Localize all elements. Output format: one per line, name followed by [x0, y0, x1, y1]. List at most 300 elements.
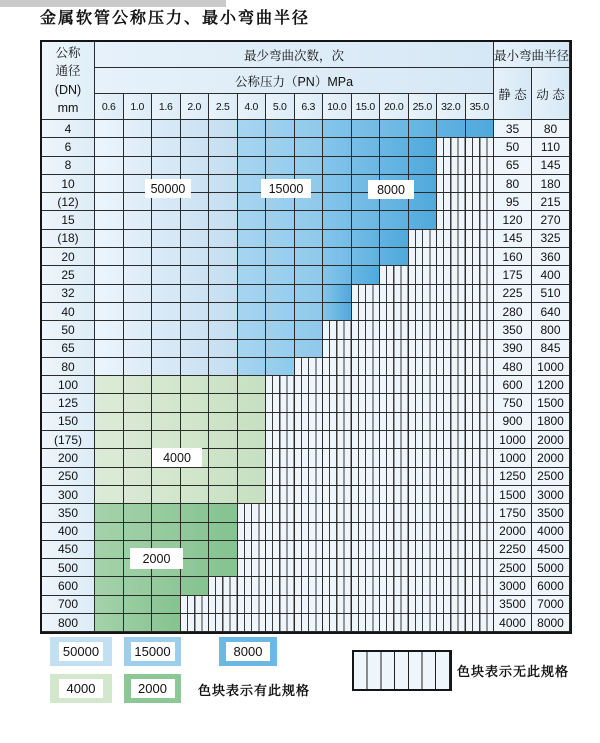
dn-cell: (175)	[42, 431, 95, 449]
no-spec-cell	[352, 468, 381, 486]
no-spec-cell	[380, 468, 409, 486]
spec-cell	[152, 486, 181, 504]
legend-swatch-2000	[124, 674, 181, 703]
pressure-header: 公称压力（PN）MPa	[95, 68, 494, 94]
no-spec-cell	[466, 614, 495, 632]
no-spec-cell	[323, 614, 352, 632]
static-cell: 2250	[494, 541, 532, 559]
spec-cell	[124, 340, 153, 358]
spec-cell	[295, 303, 324, 321]
spec-cell	[181, 559, 210, 577]
no-spec-cell	[437, 321, 466, 339]
no-spec-cell	[323, 340, 352, 358]
spec-cell	[181, 230, 210, 248]
no-spec-cell	[437, 431, 466, 449]
no-spec-cell	[437, 614, 466, 632]
spec-cell	[181, 120, 210, 138]
spec-cell	[95, 486, 124, 504]
spec-cell	[323, 120, 352, 138]
zone-label-8000: 8000	[368, 180, 414, 199]
no-spec-cell	[352, 413, 381, 431]
dn-cell: 40	[42, 303, 95, 321]
dn-cell: (18)	[42, 230, 95, 248]
spec-cell	[295, 340, 324, 358]
dynamic-cell: 110	[532, 138, 570, 156]
spec-cell	[95, 614, 124, 632]
no-spec-cell	[409, 596, 438, 614]
no-spec-cell	[295, 596, 324, 614]
dn-header-line: mm	[57, 101, 79, 115]
no-spec-cell	[437, 394, 466, 412]
no-spec-cell	[380, 303, 409, 321]
dn-cell: 50	[42, 321, 95, 339]
dn-cell: 450	[42, 541, 95, 559]
no-spec-cell	[352, 559, 381, 577]
spec-cell	[181, 285, 210, 303]
no-spec-cell	[295, 504, 324, 522]
no-spec-cell	[352, 486, 381, 504]
no-spec-cell	[437, 449, 466, 467]
spec-cell	[238, 303, 267, 321]
no-spec-cell	[295, 577, 324, 595]
spec-cell	[95, 120, 124, 138]
spec-cell	[238, 211, 267, 229]
spec-cell	[238, 120, 267, 138]
dn-cell: 800	[42, 614, 95, 632]
no-spec-cell	[181, 614, 210, 632]
no-spec-cell	[409, 285, 438, 303]
spec-cell	[380, 120, 409, 138]
spec-cell	[295, 230, 324, 248]
spec-cell	[152, 321, 181, 339]
spec-cell	[238, 248, 267, 266]
no-spec-cell	[209, 596, 238, 614]
pressure-col-header: 25.0	[409, 94, 438, 120]
spec-cell	[152, 504, 181, 522]
legend-hatch-swatch	[352, 650, 452, 691]
page-title: 金属软管公称压力、最小弯曲半径	[40, 10, 311, 27]
spec-cell	[209, 157, 238, 175]
spec-cell	[209, 358, 238, 376]
no-spec-cell	[323, 376, 352, 394]
static-cell: 95	[494, 193, 532, 211]
spec-cell	[295, 266, 324, 284]
dn-cell: 15	[42, 211, 95, 229]
no-spec-cell	[266, 596, 295, 614]
static-cell: 350	[494, 321, 532, 339]
spec-cell	[152, 248, 181, 266]
dynamic-cell: 8000	[532, 614, 570, 632]
spec-cell	[409, 138, 438, 156]
static-cell: 280	[494, 303, 532, 321]
no-spec-cell	[323, 486, 352, 504]
no-spec-cell	[266, 614, 295, 632]
bend-cycles-header: 最少弯曲次数，次	[95, 42, 494, 68]
no-spec-cell	[352, 285, 381, 303]
no-spec-cell	[266, 523, 295, 541]
no-spec-cell	[295, 468, 324, 486]
static-cell: 1000	[494, 449, 532, 467]
no-spec-cell	[437, 230, 466, 248]
dynamic-cell: 800	[532, 321, 570, 339]
dn-cell: 200	[42, 449, 95, 467]
no-spec-cell	[266, 541, 295, 559]
no-spec-cell	[409, 523, 438, 541]
no-spec-cell	[466, 413, 495, 431]
spec-cell	[266, 248, 295, 266]
legend-swatch-8000	[219, 637, 277, 666]
zone-label-2000: 2000	[130, 548, 183, 569]
legend-swatch-label: 8000	[226, 642, 270, 661]
no-spec-cell	[466, 193, 495, 211]
no-spec-cell	[295, 376, 324, 394]
no-spec-cell	[466, 449, 495, 467]
pressure-col-header: 1.0	[124, 94, 153, 120]
spec-cell	[466, 120, 495, 138]
no-spec-cell	[466, 248, 495, 266]
spec-cell	[181, 211, 210, 229]
no-spec-cell	[295, 358, 324, 376]
dynamic-cell: 360	[532, 248, 570, 266]
spec-cell	[295, 321, 324, 339]
spec-cell	[323, 193, 352, 211]
spec-cell	[124, 596, 153, 614]
spec-cell	[95, 175, 124, 193]
pressure-col-header: 0.6	[95, 94, 124, 120]
spec-cell	[295, 211, 324, 229]
no-spec-cell	[409, 468, 438, 486]
no-spec-cell	[380, 376, 409, 394]
spec-cell	[266, 303, 295, 321]
spec-cell	[266, 358, 295, 376]
no-spec-cell	[466, 285, 495, 303]
spec-cell	[124, 614, 153, 632]
spec-cell	[95, 358, 124, 376]
spec-cell	[238, 358, 267, 376]
spec-cell	[124, 138, 153, 156]
no-spec-cell	[466, 577, 495, 595]
no-spec-cell	[437, 541, 466, 559]
no-spec-cell	[352, 394, 381, 412]
spec-cell	[95, 504, 124, 522]
spec-cell	[124, 413, 153, 431]
no-spec-cell	[352, 596, 381, 614]
spec-cell	[266, 230, 295, 248]
no-spec-cell	[323, 523, 352, 541]
no-spec-cell	[323, 596, 352, 614]
spec-cell	[209, 340, 238, 358]
dn-cell: (12)	[42, 193, 95, 211]
spec-cell	[238, 321, 267, 339]
spec-cell	[95, 596, 124, 614]
spec-cell	[209, 138, 238, 156]
no-spec-cell	[437, 175, 466, 193]
spec-cell	[95, 523, 124, 541]
spec-cell	[209, 449, 238, 467]
dn-header-line: 公称	[55, 45, 81, 60]
dn-cell: 65	[42, 340, 95, 358]
no-spec-cell	[409, 230, 438, 248]
no-spec-cell	[266, 431, 295, 449]
pressure-col-header: 6.3	[295, 94, 324, 120]
spec-cell	[124, 449, 153, 467]
no-spec-cell	[437, 266, 466, 284]
no-spec-cell	[380, 504, 409, 522]
dn-cell: 6	[42, 138, 95, 156]
no-spec-cell	[323, 541, 352, 559]
spec-cell	[380, 138, 409, 156]
spec-cell	[352, 211, 381, 229]
spec-cell	[266, 266, 295, 284]
no-spec-cell	[209, 577, 238, 595]
no-spec-cell	[352, 541, 381, 559]
spec-cell	[152, 340, 181, 358]
spec-cell	[181, 376, 210, 394]
spec-cell	[181, 321, 210, 339]
spec-cell	[124, 248, 153, 266]
spec-cell	[152, 468, 181, 486]
spec-cell	[209, 431, 238, 449]
spec-cell	[209, 120, 238, 138]
spec-cell	[152, 138, 181, 156]
spec-cell	[209, 559, 238, 577]
spec-cell	[152, 431, 181, 449]
no-spec-cell	[295, 413, 324, 431]
spec-cell	[124, 266, 153, 284]
dn-cell: 300	[42, 486, 95, 504]
no-spec-cell	[380, 394, 409, 412]
no-spec-cell	[295, 431, 324, 449]
no-spec-cell	[409, 559, 438, 577]
spec-cell	[352, 138, 381, 156]
no-spec-cell	[437, 340, 466, 358]
dynamic-cell: 180	[532, 175, 570, 193]
spec-cell	[124, 303, 153, 321]
no-spec-cell	[323, 321, 352, 339]
dynamic-cell: 4000	[532, 523, 570, 541]
spec-cell	[95, 138, 124, 156]
dynamic-cell: 80	[532, 120, 570, 138]
no-spec-cell	[437, 504, 466, 522]
legend-no-spec-note: 色块表示无此规格	[457, 664, 570, 679]
spec-cell	[209, 486, 238, 504]
dn-cell: 25	[42, 266, 95, 284]
spec-cell	[95, 413, 124, 431]
no-spec-cell	[409, 266, 438, 284]
spec-cell	[152, 413, 181, 431]
dn-cell: 10	[42, 175, 95, 193]
no-spec-cell	[437, 486, 466, 504]
no-spec-cell	[266, 376, 295, 394]
no-spec-cell	[466, 394, 495, 412]
spec-cell	[209, 376, 238, 394]
dynamic-cell: 1000	[532, 358, 570, 376]
spec-cell	[124, 523, 153, 541]
no-spec-cell	[380, 577, 409, 595]
spec-cell	[209, 394, 238, 412]
no-spec-cell	[466, 266, 495, 284]
spec-cell	[323, 285, 352, 303]
dynamic-cell: 7000	[532, 596, 570, 614]
spec-cell	[323, 211, 352, 229]
dynamic-cell: 640	[532, 303, 570, 321]
no-spec-cell	[380, 523, 409, 541]
spec-cell	[124, 577, 153, 595]
no-spec-cell	[295, 559, 324, 577]
no-spec-cell	[409, 248, 438, 266]
spec-cell	[380, 157, 409, 175]
no-spec-cell	[380, 321, 409, 339]
spec-cell	[209, 248, 238, 266]
spec-cell	[209, 321, 238, 339]
zone-label-50000: 50000	[145, 179, 191, 198]
dynamic-cell: 270	[532, 211, 570, 229]
spec-cell	[152, 230, 181, 248]
no-spec-cell	[266, 504, 295, 522]
no-spec-cell	[466, 211, 495, 229]
spec-cell	[95, 468, 124, 486]
spec-cell	[152, 523, 181, 541]
no-spec-cell	[437, 376, 466, 394]
dn-cell: 125	[42, 394, 95, 412]
dynamic-cell: 3500	[532, 504, 570, 522]
dn-header-line: (DN)	[54, 82, 82, 97]
no-spec-cell	[238, 541, 267, 559]
spec-cell	[209, 303, 238, 321]
legend-swatch-label: 50000	[59, 642, 103, 661]
spec-cell	[238, 230, 267, 248]
dn-cell: 350	[42, 504, 95, 522]
spec-cell	[238, 449, 267, 467]
no-spec-cell	[323, 577, 352, 595]
spec-cell	[238, 138, 267, 156]
no-spec-cell	[409, 413, 438, 431]
no-spec-cell	[409, 614, 438, 632]
no-spec-cell	[323, 358, 352, 376]
dynamic-cell: 2500	[532, 468, 570, 486]
spec-cell	[380, 248, 409, 266]
spec-cell	[181, 340, 210, 358]
spec-cell	[95, 266, 124, 284]
no-spec-cell	[352, 449, 381, 467]
spec-cell	[181, 486, 210, 504]
dn-cell: 20	[42, 248, 95, 266]
spec-cell	[295, 120, 324, 138]
no-spec-cell	[295, 614, 324, 632]
spec-cell	[181, 431, 210, 449]
no-spec-cell	[409, 449, 438, 467]
static-cell: 1500	[494, 486, 532, 504]
spec-cell	[95, 211, 124, 229]
no-spec-cell	[323, 559, 352, 577]
dn-cell: 400	[42, 523, 95, 541]
static-cell: 35	[494, 120, 532, 138]
spec-cell	[209, 230, 238, 248]
spec-cell	[380, 230, 409, 248]
no-spec-cell	[323, 431, 352, 449]
no-spec-cell	[409, 358, 438, 376]
no-spec-cell	[466, 230, 495, 248]
dynamic-cell: 845	[532, 340, 570, 358]
spec-cell	[181, 157, 210, 175]
no-spec-cell	[266, 559, 295, 577]
no-spec-cell	[466, 523, 495, 541]
spec-cell	[352, 248, 381, 266]
pressure-col-header: 10.0	[323, 94, 352, 120]
dynamic-cell: 5000	[532, 559, 570, 577]
dn-cell: 80	[42, 358, 95, 376]
no-spec-cell	[380, 358, 409, 376]
static-cell: 160	[494, 248, 532, 266]
spec-cell	[152, 157, 181, 175]
no-spec-cell	[238, 504, 267, 522]
dynamic-cell: 145	[532, 157, 570, 175]
no-spec-cell	[380, 413, 409, 431]
static-header: 静 态	[494, 68, 532, 120]
no-spec-cell	[409, 486, 438, 504]
no-spec-cell	[380, 266, 409, 284]
spec-cell	[152, 376, 181, 394]
spec-cell	[323, 266, 352, 284]
dynamic-cell: 325	[532, 230, 570, 248]
dynamic-cell: 215	[532, 193, 570, 211]
no-spec-cell	[409, 577, 438, 595]
spec-cell	[95, 303, 124, 321]
no-spec-cell	[266, 449, 295, 467]
no-spec-cell	[295, 541, 324, 559]
static-cell: 65	[494, 157, 532, 175]
static-cell: 2500	[494, 559, 532, 577]
no-spec-cell	[437, 248, 466, 266]
no-spec-cell	[409, 541, 438, 559]
zone-label-15000: 15000	[261, 179, 311, 198]
spec-cell	[238, 266, 267, 284]
spec-cell	[95, 376, 124, 394]
spec-cell	[323, 303, 352, 321]
spec-cell	[124, 211, 153, 229]
spec-cell	[323, 175, 352, 193]
no-spec-cell	[466, 596, 495, 614]
spec-cell	[95, 394, 124, 412]
dynamic-cell: 1200	[532, 376, 570, 394]
no-spec-cell	[352, 577, 381, 595]
zone-label-4000: 4000	[152, 448, 202, 467]
spec-cell	[209, 523, 238, 541]
spec-cell	[152, 211, 181, 229]
spec-cell	[209, 504, 238, 522]
spec-cell	[266, 340, 295, 358]
static-cell: 2000	[494, 523, 532, 541]
no-spec-cell	[238, 577, 267, 595]
pressure-col-header: 32.0	[437, 94, 466, 120]
static-cell: 50	[494, 138, 532, 156]
no-spec-cell	[409, 431, 438, 449]
spec-cell	[352, 230, 381, 248]
no-spec-cell	[437, 577, 466, 595]
spec-cell	[238, 376, 267, 394]
spec-cell	[209, 266, 238, 284]
spec-cell	[181, 303, 210, 321]
spec-cell	[238, 285, 267, 303]
no-spec-cell	[266, 468, 295, 486]
spec-cell	[266, 321, 295, 339]
spec-cell	[124, 120, 153, 138]
pressure-col-header: 15.0	[352, 94, 381, 120]
no-spec-cell	[323, 413, 352, 431]
spec-cell	[95, 559, 124, 577]
spec-cell	[409, 211, 438, 229]
spec-cell	[209, 413, 238, 431]
